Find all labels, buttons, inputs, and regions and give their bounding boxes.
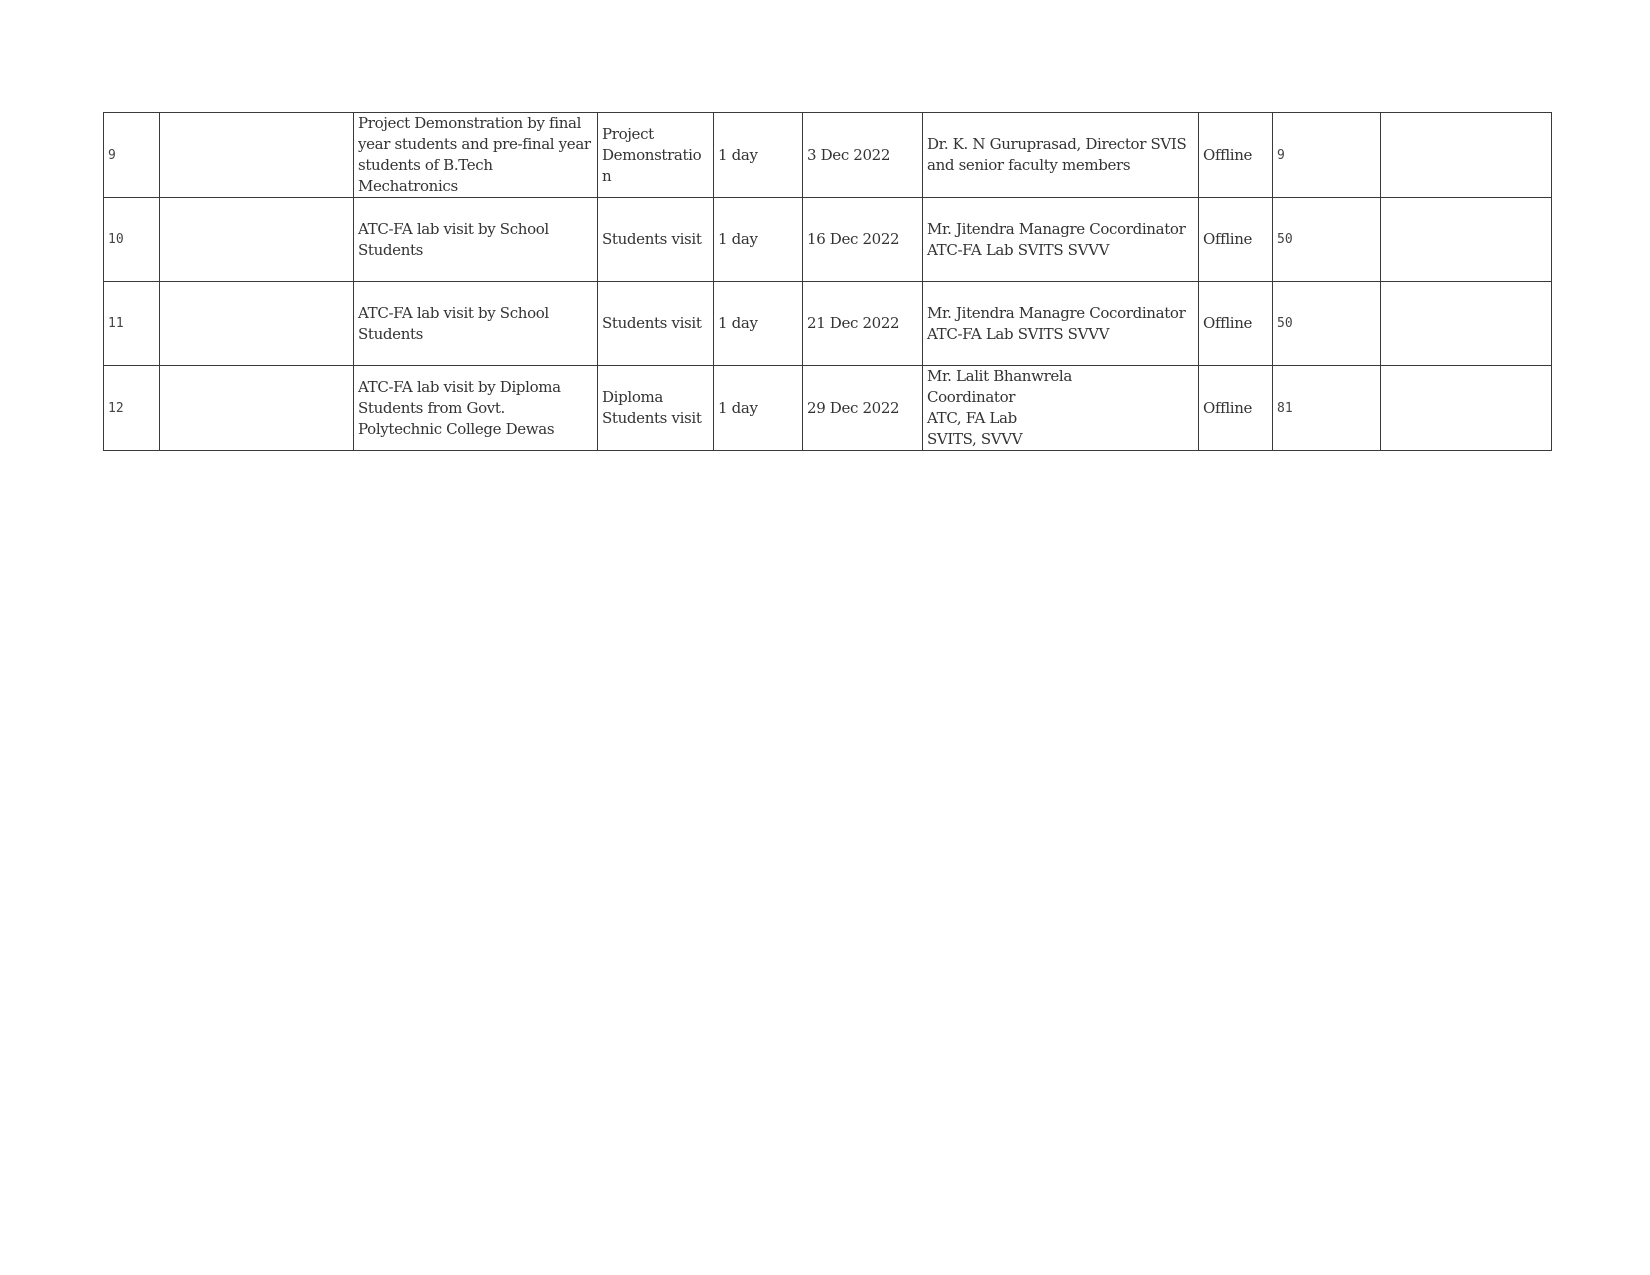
table-row	[104, 198, 1552, 282]
duration-cell: 1 day	[714, 366, 803, 451]
resource-person-cell	[923, 198, 1199, 282]
date-cell: 29 Dec 2022	[803, 366, 923, 451]
serial-number-cell: 9	[104, 113, 160, 198]
activity-title-cell: ATC-FA lab visit by Diploma Students from Govt. Polytechnic College Dewas	[354, 366, 598, 451]
serial-number-cell: 10	[104, 198, 160, 282]
remarks-cell	[1381, 366, 1552, 451]
activity-title-cell: ATC-FA lab visit by School Students	[354, 198, 598, 282]
activity-title-cell: ATC-FA lab visit by School Students	[354, 282, 598, 366]
remarks-cell	[1381, 198, 1552, 282]
empty-cell	[160, 366, 354, 451]
resource-person-line: Mr. Lalit Bhanwrela	[927, 367, 1072, 385]
mode-cell: Offline	[1199, 113, 1273, 198]
resource-person-line: Dr. K. N Guruprasad, Director SVIS and senior faculty members	[927, 135, 1187, 174]
activity-type-cell: Students visit	[598, 282, 714, 366]
table-row	[104, 282, 1552, 366]
participants-cell: 50	[1273, 282, 1381, 366]
resource-person-cell	[923, 282, 1199, 366]
resource-person-line: Mr. Jitendra Managre Cocordinator ATC-FA Lab SVITS SVVV	[927, 303, 1186, 343]
resource-person-line: Mr. Jitendra Managre Cocordinator ATC-FA Lab SVITS SVVV	[927, 219, 1186, 259]
activity-type-cell: Students visit	[598, 198, 714, 282]
resource-person-line: SVITS, SVVV	[927, 430, 1023, 448]
date-cell: 16 Dec 2022	[803, 198, 923, 282]
participants-cell: 9	[1273, 113, 1381, 198]
duration-cell: 1 day	[714, 282, 803, 366]
resource-person-line: Coordinator	[927, 388, 1016, 406]
participants-cell: 50	[1273, 198, 1381, 282]
remarks-cell	[1381, 282, 1552, 366]
resource-person-cell	[923, 113, 1199, 198]
empty-cell	[160, 198, 354, 282]
participants-cell: 81	[1273, 366, 1381, 451]
empty-cell	[160, 113, 354, 198]
activity-title-cell: Project Demonstration by final year students and pre-final year students of B.Tech Mechatronics	[354, 113, 598, 198]
duration-cell: 1 day	[714, 198, 803, 282]
duration-cell: 1 day	[714, 113, 803, 198]
activity-type-cell: Diploma Students visit	[598, 366, 714, 451]
resource-person-line: ATC, FA Lab	[927, 409, 1017, 427]
serial-number-cell: 12	[104, 366, 160, 451]
resource-person-cell	[923, 366, 1199, 451]
table-body	[104, 113, 1552, 451]
mode-cell: Offline	[1199, 198, 1273, 282]
date-cell: 3 Dec 2022	[803, 113, 923, 198]
empty-cell	[160, 282, 354, 366]
table-row	[104, 113, 1552, 198]
date-cell: 21 Dec 2022	[803, 282, 923, 366]
activity-type-cell: Project Demonstratio n	[598, 113, 714, 198]
table-row	[104, 366, 1552, 451]
activities-table	[103, 112, 1552, 451]
serial-number-cell: 11	[104, 282, 160, 366]
remarks-cell	[1381, 113, 1552, 198]
mode-cell: Offline	[1199, 366, 1273, 451]
mode-cell: Offline	[1199, 282, 1273, 366]
